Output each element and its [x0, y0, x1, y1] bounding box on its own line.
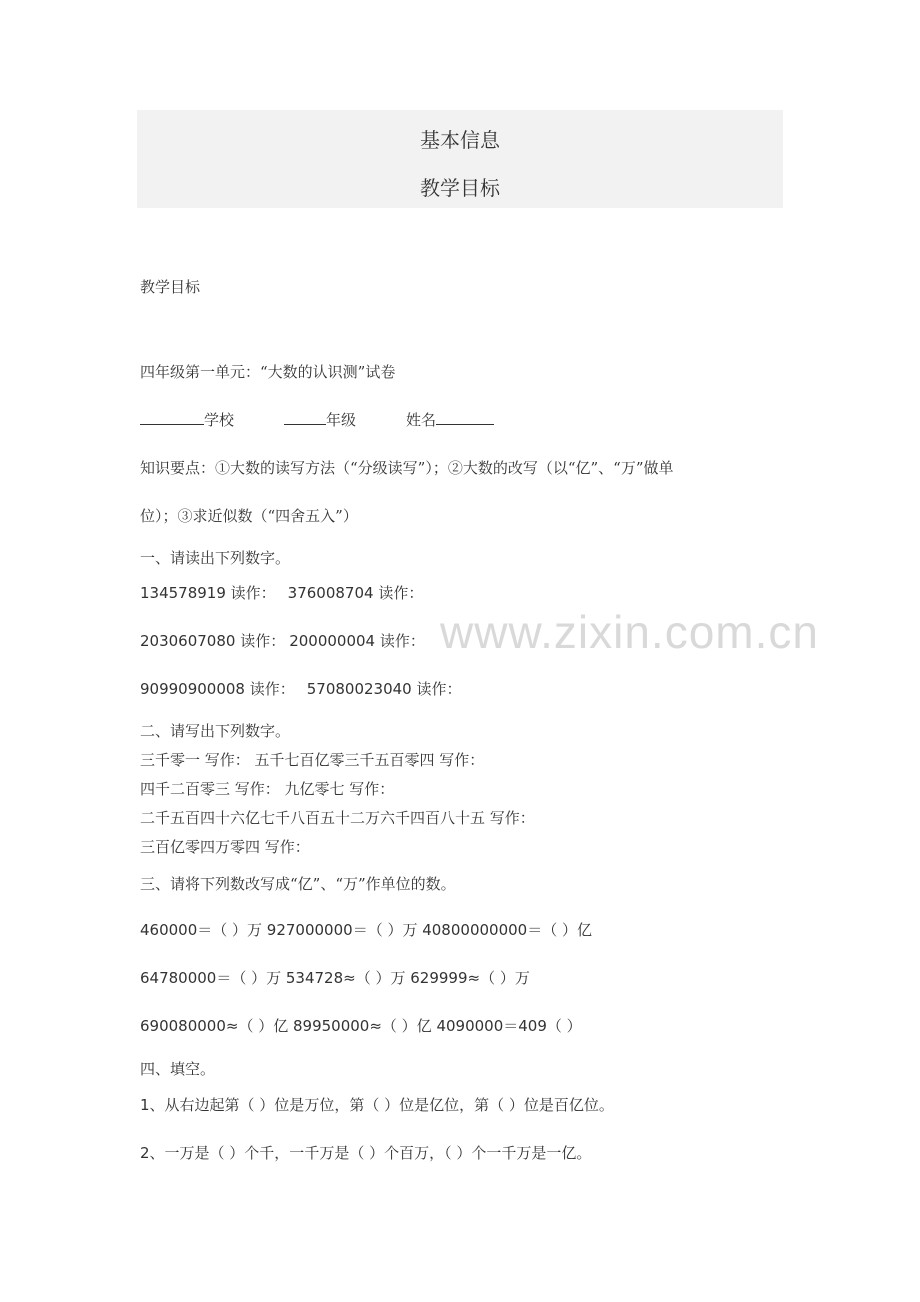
q2-row: 二千五百四十六亿七千八百五十二万六千四百八十五 写作： — [140, 809, 535, 827]
q3-title: 三、请将下列数改写成“亿”、“万”作单位的数。 — [140, 875, 456, 893]
q3-row: 64780000＝（ ）万 534728≈（ ）万 629999≈（ ）万 — [140, 969, 530, 987]
watermark: www.zixin.com.cn — [440, 606, 819, 658]
name-label: 姓名 — [406, 411, 437, 429]
section-title: 教学目标 — [140, 278, 201, 296]
q1-item: 376008704 读作： — [287, 584, 424, 602]
student-info-line — [140, 409, 494, 430]
school-label: 学校 — [204, 411, 235, 429]
q1-item: 2030607080 读作： — [140, 632, 286, 650]
q4-item: 2、一万是（ ）个千，一千万是（ ）个百万，（ ）个一千万是一亿。 — [140, 1144, 592, 1162]
q4-item: 1、从右边起第（ ）位是万位，第（ ）位是亿位，第（ ）位是百亿位。 — [140, 1096, 614, 1114]
header-title: 基本信息 — [420, 128, 500, 152]
q4-title: 四、填空。 — [140, 1060, 216, 1078]
q1-item: 57080023040 读作： — [306, 680, 462, 698]
q1-row-1 — [140, 582, 423, 603]
knowledge-line-2: 位）；③求近似数（“四舍五入”） — [140, 507, 358, 525]
q1-item: 134578919 读作： — [140, 584, 276, 602]
q1-item: 200000004 读作： — [289, 632, 425, 650]
q2-title: 二、请写出下列数字。 — [140, 722, 291, 740]
grade-label: 年级 — [326, 411, 357, 429]
q3-row: 460000＝（ ）万 927000000＝（ ）万 40800000000＝（ ）亿 — [140, 921, 592, 939]
header-subtitle: 教学目标 — [420, 176, 500, 200]
school-blank[interactable] — [140, 410, 204, 425]
grade-blank[interactable] — [284, 410, 326, 425]
name-blank[interactable] — [436, 410, 494, 425]
q1-item: 90990900008 读作： — [140, 680, 295, 698]
header-box — [137, 110, 783, 208]
knowledge-line-1: 知识要点：①大数的读写方法（“分级读写”）；②大数的改写（以“亿”、“万”做单 — [140, 459, 674, 477]
q1-row-3 — [140, 678, 462, 699]
q1-title: 一、请读出下列数字。 — [140, 549, 291, 567]
q2-row: 三百亿零四万零四 写作： — [140, 838, 310, 856]
q1-row-2 — [140, 630, 425, 651]
q2-row: 三千零一 写作： 五千七百亿零三千五百零四 写作： — [140, 751, 485, 769]
exam-title: 四年级第一单元：“大数的认识测”试卷 — [140, 363, 396, 381]
q3-row: 690080000≈（ ）亿 89950000≈（ ）亿 4090000＝409（ ） — [140, 1017, 582, 1035]
q2-row: 四千二百零三 写作： 九亿零七 写作： — [140, 780, 395, 798]
